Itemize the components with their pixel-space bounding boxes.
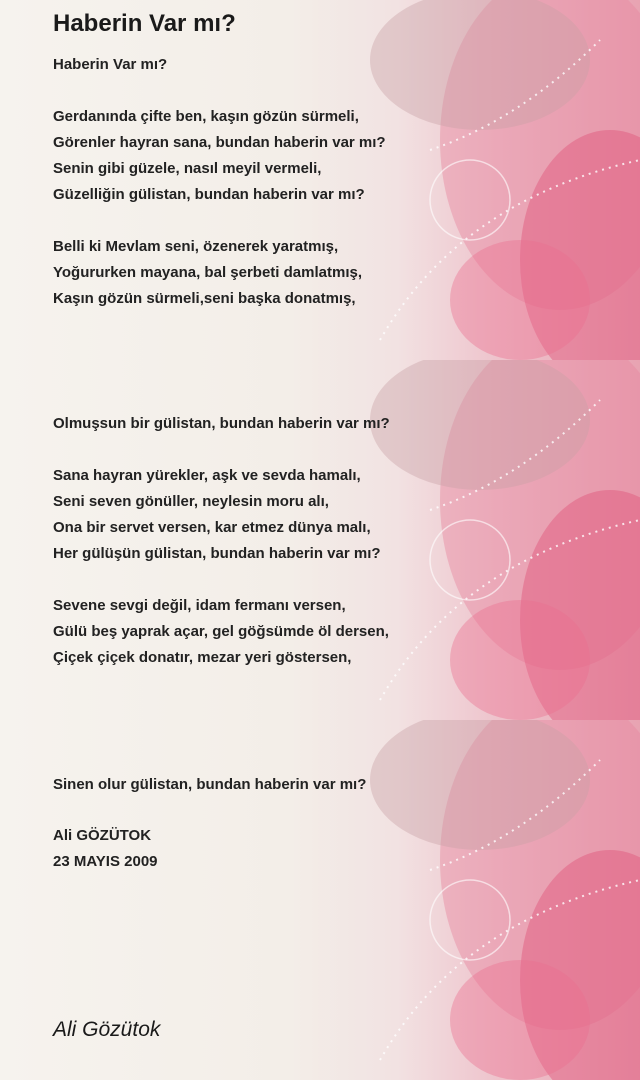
poem-title: Haberin Var mı?: [53, 10, 236, 37]
author-block: [53, 823, 158, 875]
poem-line: Belli ki Mevlam seni, özenerek yaratmış,: [53, 238, 339, 255]
poem-line: Sinen olur gülistan, bundan haberin var mı?: [53, 776, 367, 793]
poem-header-block: [53, 52, 167, 78]
poem-line: Kaşın gözün sürmeli,seni başka donatmış,: [53, 290, 356, 307]
stanza-4-end: [53, 772, 366, 798]
poem-date: 23 MAYIS 2009: [53, 853, 158, 870]
poem-line: Sana hayran yürekler, aşk ve sevda hamalı,: [53, 467, 361, 484]
poem-line: Çiçek çiçek donatır, mezar yeri göstersen,: [53, 649, 352, 666]
poem-line: Güzelliğin gülistan, bundan haberin var mı?: [53, 186, 365, 203]
author-signature: Ali Gözütok: [53, 1018, 161, 1041]
stanza-2: [53, 234, 362, 312]
poem-line: Senin gibi güzele, nasıl meyil vermeli,: [53, 160, 322, 177]
poem-line: Sevene sevgi değil, idam fermanı versen,: [53, 597, 346, 614]
stanza-3: [53, 463, 381, 567]
poem-line: Her gülüşün gülistan, bundan haberin var mı?: [53, 545, 381, 562]
stanza-1: [53, 104, 386, 208]
poem-line: Görenler hayran sana, bundan haberin var mı?: [53, 134, 386, 151]
poem-line: Seni seven gönüller, neylesin moru alı,: [53, 493, 329, 510]
poem-line: Ona bir servet versen, kar etmez dünya malı,: [53, 519, 371, 536]
stanza-4: [53, 593, 389, 671]
poem-line: Yoğururken mayana, bal şerbeti damlatmış,: [53, 264, 362, 281]
poem-line: Olmuşsun bir gülistan, bundan haberin var mı?: [53, 415, 390, 432]
stanza-2-end: [53, 411, 390, 437]
poem-line: Gülü beş yaprak açar, gel göğsümde öl dersen,: [53, 623, 389, 640]
poem-line: Gerdanında çifte ben, kaşın gözün sürmeli,: [53, 108, 359, 125]
poem-header-line: Haberin Var mı?: [53, 56, 168, 73]
author-name: Ali GÖZÜTOK: [53, 827, 152, 844]
